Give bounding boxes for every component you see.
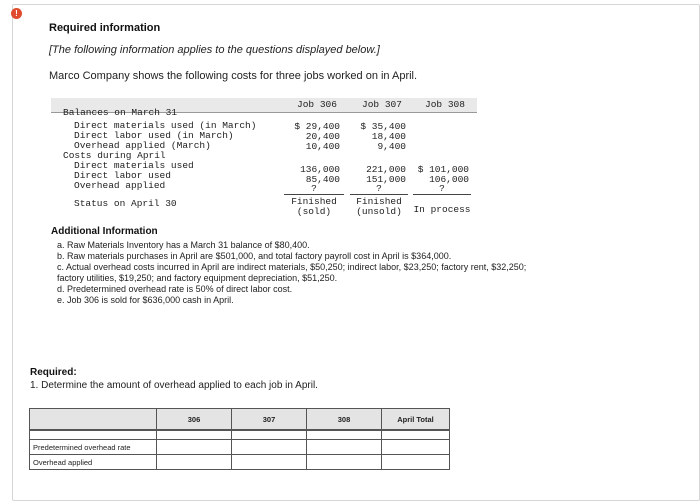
job307-dl-april: 151,000 [366,174,406,185]
applies-note: [The following information applies to the questions displayed below.] [49,44,380,56]
row-label-predetermined-rate: Predetermined overhead rate [30,440,157,455]
job307-status-line1: Finished [356,196,402,207]
job306-dm-april: 136,000 [300,164,340,175]
exclamation-circle-icon: ! [11,8,22,19]
answer-header-april-total: April Total [382,409,450,431]
input-rate-308[interactable] [307,440,382,455]
job307-dm-march: $ 35,400 [360,121,406,132]
job306-dl-april: 85,400 [305,174,340,185]
job-308-header: Job 308 [425,99,465,110]
job308-dm-april: $ 101,000 [417,164,469,175]
job306-dm-march: $ 29,400 [294,121,340,132]
answer-header-306: 306 [157,409,232,431]
answer-blank-cell [382,430,450,440]
row-oh-april: Overhead applied [74,180,166,191]
job306-dl-march: 20,400 [305,131,340,142]
job307-dl-march: 18,400 [371,131,406,142]
job308-status: In process [413,204,471,215]
required-title: Required: [30,367,77,378]
answer-header-308: 308 [307,409,382,431]
input-applied-306[interactable] [157,455,232,470]
additional-item-c: c. Actual overhead costs incurred in April are indirect materials, $50,250; indirect labor, $23,250; factory rent, $32,250; [57,262,527,272]
row-dl-april: Direct labor used [74,170,171,181]
additional-item-e: e. Job 306 is sold for $636,000 cash in April. [57,295,234,305]
row-label-overhead-applied: Overhead applied [30,455,157,470]
input-rate-307[interactable] [232,440,307,455]
job-306-header: Job 306 [297,99,337,110]
job306-oh-april: ? [284,183,344,195]
row-dm-april: Direct materials used [74,160,194,171]
job-307-header: Job 307 [362,99,402,110]
input-rate-total [382,440,450,455]
job307-oh-march: 9,400 [377,141,406,152]
row-dl-march: Direct labor used (in March) [74,130,234,141]
answer-table [29,408,450,470]
answer-blank-cell [157,430,232,440]
required-question: 1. Determine the amount of overhead applied to each job in April. [30,380,318,391]
additional-item-d: d. Predetermined overhead rate is 50% of direct labor cost. [57,284,293,294]
answer-blank-cell [30,430,157,440]
costs-heading: Costs during April [63,150,166,161]
input-applied-308[interactable] [307,455,382,470]
row-oh-march: Overhead applied (March) [74,140,211,151]
additional-item-b: b. Raw materials purchases in April are $501,000, and total factory payroll cost in April is $364,000. [57,251,452,261]
additional-item-c-cont: factory utilities, $19,250; and factory equipment depreciation, $51,250. [57,273,338,283]
row-status: Status on April 30 [74,198,177,209]
balances-heading: Balances on March 31 [63,107,178,118]
job306-status-line2: (sold) [296,206,332,217]
job306-oh-march: 10,400 [305,141,340,152]
job307-status-line2: (unsold) [356,206,402,217]
job307-dm-april: 221,000 [366,164,406,175]
job308-oh-april: ? [413,183,471,195]
intro-text: Marco Company shows the following costs for three jobs worked on in April. [49,70,418,82]
answer-blank-cell [307,430,382,440]
input-rate-306[interactable] [157,440,232,455]
input-applied-307[interactable] [232,455,307,470]
job307-oh-april: ? [350,183,408,195]
additional-item-a: a. Raw Materials Inventory has a March 31 balance of $80,400. [57,240,310,250]
answer-blank-cell [232,430,307,440]
job308-dl-april: 106,000 [429,174,469,185]
answer-corner-cell [30,409,157,431]
additional-info-title: Additional Information [51,226,158,237]
row-dm-march: Direct materials used (in March) [74,120,257,131]
required-information-heading: Required information [49,22,161,34]
answer-header-307: 307 [232,409,307,431]
job306-status-line1: Finished [291,196,337,207]
input-applied-total[interactable] [382,455,450,470]
